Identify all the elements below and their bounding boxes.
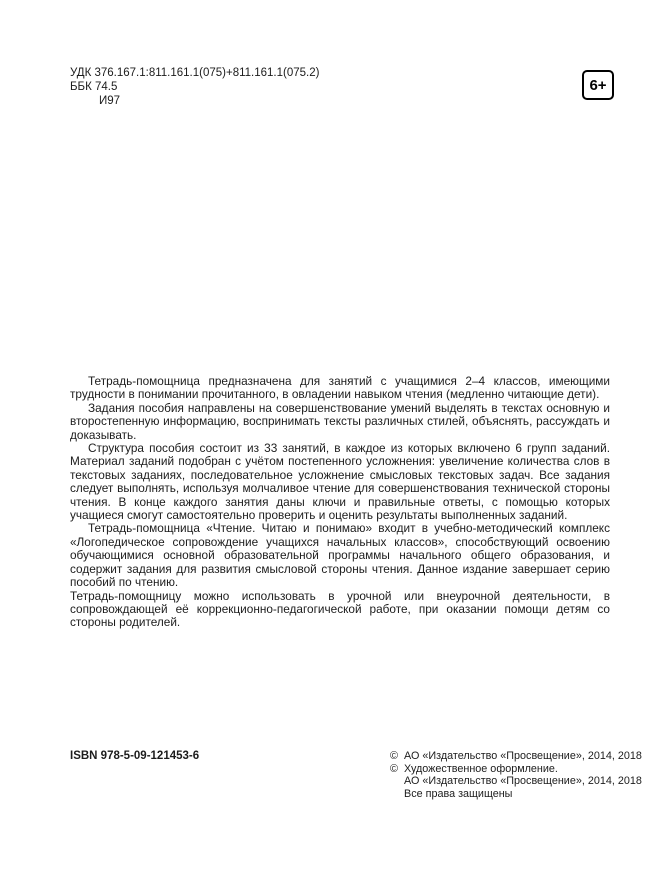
annotation-text	[70, 375, 610, 630]
copyright-line	[390, 750, 642, 763]
copyright-publisher-repeat: АО «Издательство «Просвещение», 2014, 2018	[404, 775, 642, 788]
author-code: И97	[99, 95, 121, 107]
isbn-text: ISBN 978-5-09-121453-6	[70, 750, 200, 762]
annotation-paragraph: Тетрадь-помощницу можно использовать в урочной или внеурочной деятельности, в сопровождающей её коррекционно-педагогической работе, при оказании помощи детям со стороны родителей.	[70, 588, 610, 630]
bibliographic-block	[70, 66, 319, 108]
copyright-line	[390, 775, 642, 788]
annotation-paragraph: Задания пособия направлены на совершенствование умений выделять в текстах основную и второстепенную информацию, воспринимать тексты различных стилей, объяснять, рассуждать и доказывать.	[70, 400, 610, 442]
rights-reserved-text: Все права защищены	[404, 787, 513, 800]
annotation-paragraph: Структура пособия состоит из 33 занятий, в каждое из которых включено 6 групп заданий. Материал заданий подобран с учётом постепенного усложнения: увеличение количества слов в текстовых заданиях, последовательное усложнение смысловых текстовых задач. Все задания следует выполнять, используя молчаливое чтение для совершенствования технической стороны чтения. В конце каждого занятия даны ключи и правильные ответы, с помощью которых учащиеся смогут самостоятельно проверить и оценить результаты выполненных заданий.	[70, 441, 610, 523]
bbk-line: ББК 74.5	[70, 81, 118, 93]
annotation-paragraph: Тетрадь-помощница предназначена для занятий с учащимися 2–4 классов, имеющими трудности в понимании прочитанного, в овладении навыком чтения (медленно читающие дети).	[70, 374, 610, 402]
annotation-paragraph: Тетрадь-помощница «Чтение. Читаю и понимаю» входит в учебно-методический комплекс «Логопедическое сопровождение учащихся начальных классов», способствующий освоению обучающимися основной образовательной программы начального общего образования, и содержит задания для развития смысловой стороны чтения. Данное издание завершает серию пособий по чтению.	[70, 521, 610, 590]
copyright-line	[390, 788, 642, 801]
copyright-symbol: ©	[390, 762, 398, 775]
copyright-symbol: ©	[390, 750, 398, 762]
udk-line: УДК 376.167.1:811.161.1(075)+811.161.1(075.2)	[70, 67, 320, 79]
copyright-publisher: АО «Издательство «Просвещение», 2014, 2018	[404, 750, 642, 762]
copyright-design: Художественное оформление.	[404, 762, 558, 775]
copyright-line	[390, 763, 642, 776]
copyright-block	[390, 750, 642, 800]
age-rating-badge: 6+	[582, 70, 614, 100]
